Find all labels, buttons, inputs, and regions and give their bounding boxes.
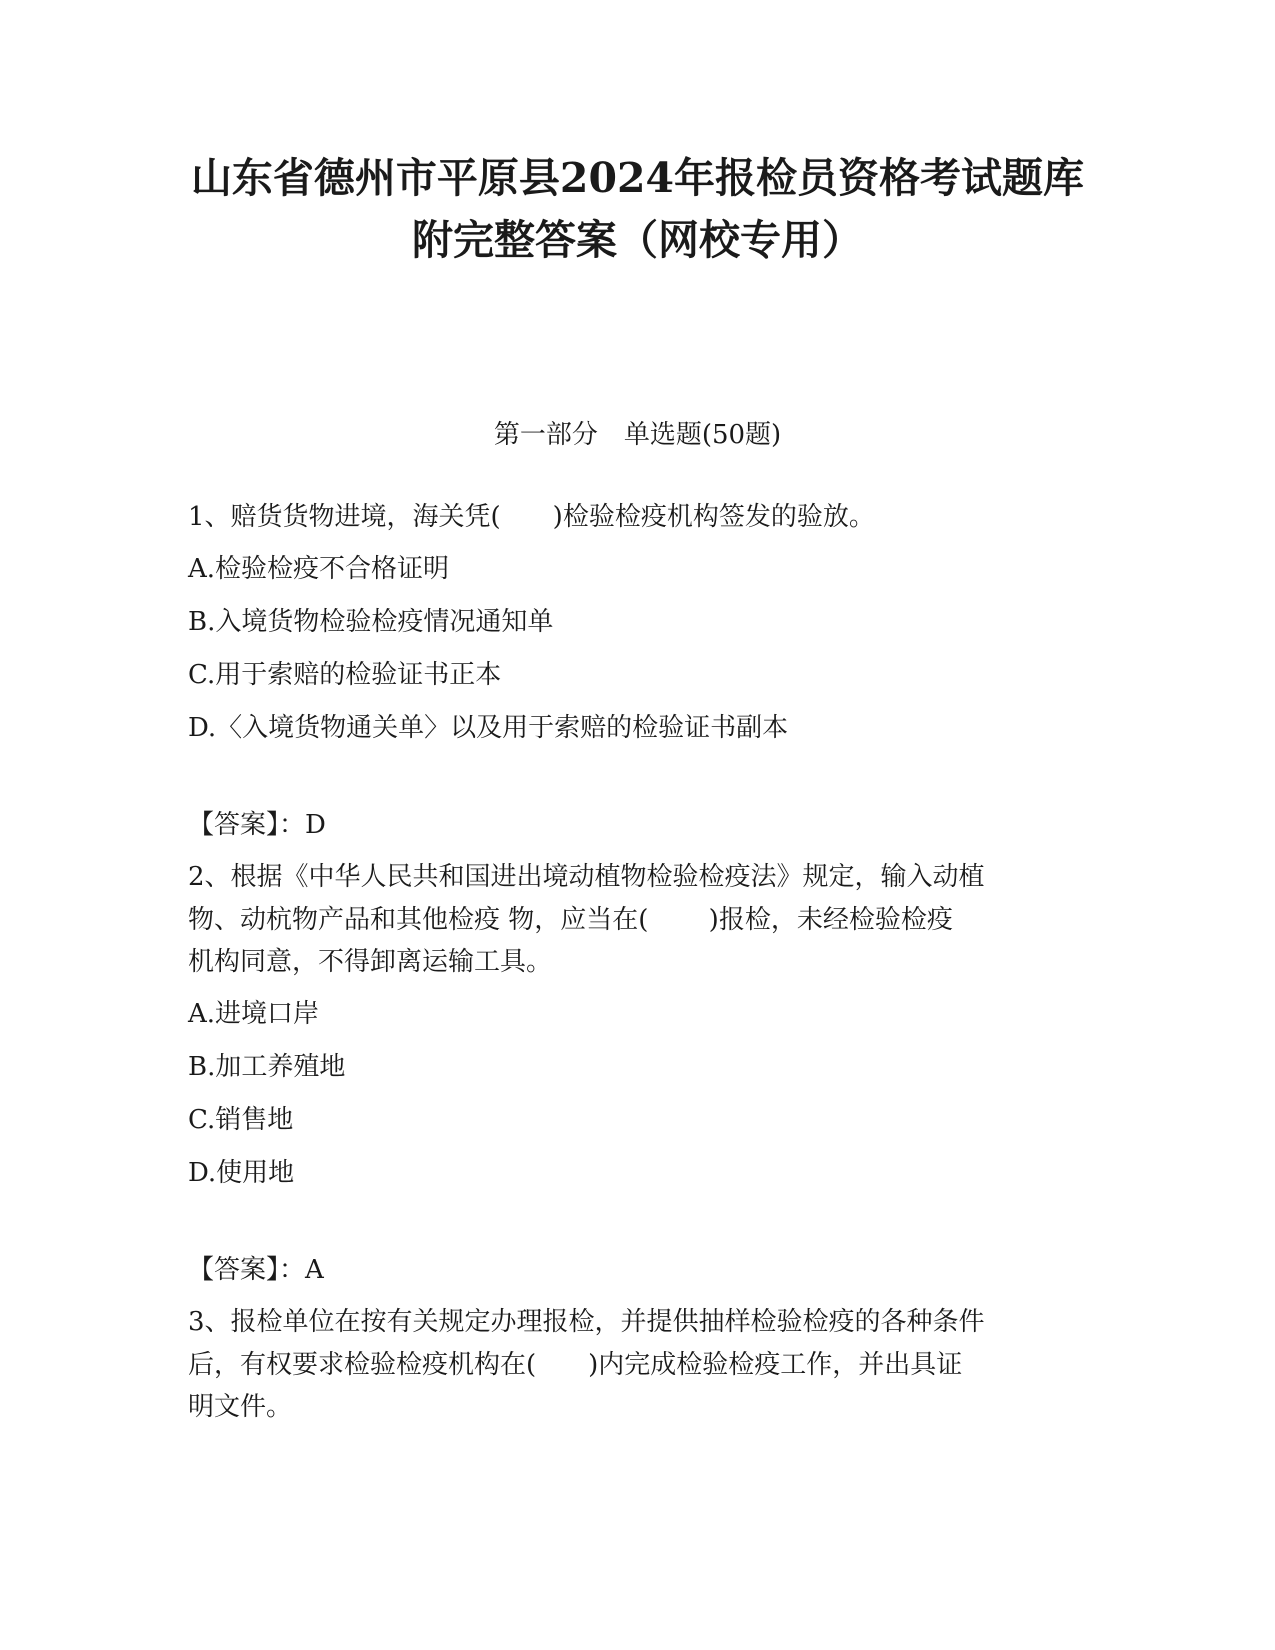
- question-2-stem-line-2: 物、动杭物产品和其他检疫 物，应当在( )报检，未经检验检疫: [188, 905, 953, 935]
- question-3-stem-line-2: 后，有权要求检验检疫机构在( )内完成检验检疫工作，并出具证: [188, 1350, 963, 1380]
- question-2-option-a: A.进境口岸: [188, 999, 320, 1029]
- question-2-option-b: B.加工养殖地: [188, 1052, 346, 1082]
- question-2-answer: 【答案】：A: [188, 1255, 324, 1285]
- question-1-stem: 1、赔货货物进境，海关凭( )检验检疫机构签发的验放。: [188, 502, 875, 532]
- question-1-option-d: D.〈入境货物通关单〉以及用于索赔的检验证书副本: [188, 713, 789, 743]
- question-2-option-c: C.销售地: [188, 1105, 294, 1135]
- question-1-answer: 【答案】：D: [188, 810, 326, 840]
- question-1-option-b: B.入境货物检验检疫情况通知单: [188, 607, 554, 637]
- question-2-option-d: D.使用地: [188, 1158, 295, 1188]
- document-title-line-1: 山东省德州市平原县2024年报检员资格考试题库: [190, 154, 1085, 202]
- question-1-option-a: A.检验检疫不合格证明: [188, 554, 450, 584]
- section-heading: 第一部分 单选题(50题): [493, 420, 782, 450]
- question-2-stem-line-3: 机构同意，不得卸离运输工具。: [188, 947, 553, 977]
- question-3-stem-line-1: 3、报检单位在按有关规定办理报检，并提供抽样检验检疫的各种条件: [188, 1307, 985, 1337]
- question-2-stem-line-1: 2、根据《中华人民共和国进出境动植物检验检疫法》规定，输入动植: [188, 862, 985, 892]
- question-1-option-c: C.用于索赔的检验证书正本: [188, 660, 502, 690]
- question-3-stem-line-3: 明文件。: [188, 1392, 293, 1422]
- document-title-line-2: 附完整答案（网校专用）: [412, 216, 863, 264]
